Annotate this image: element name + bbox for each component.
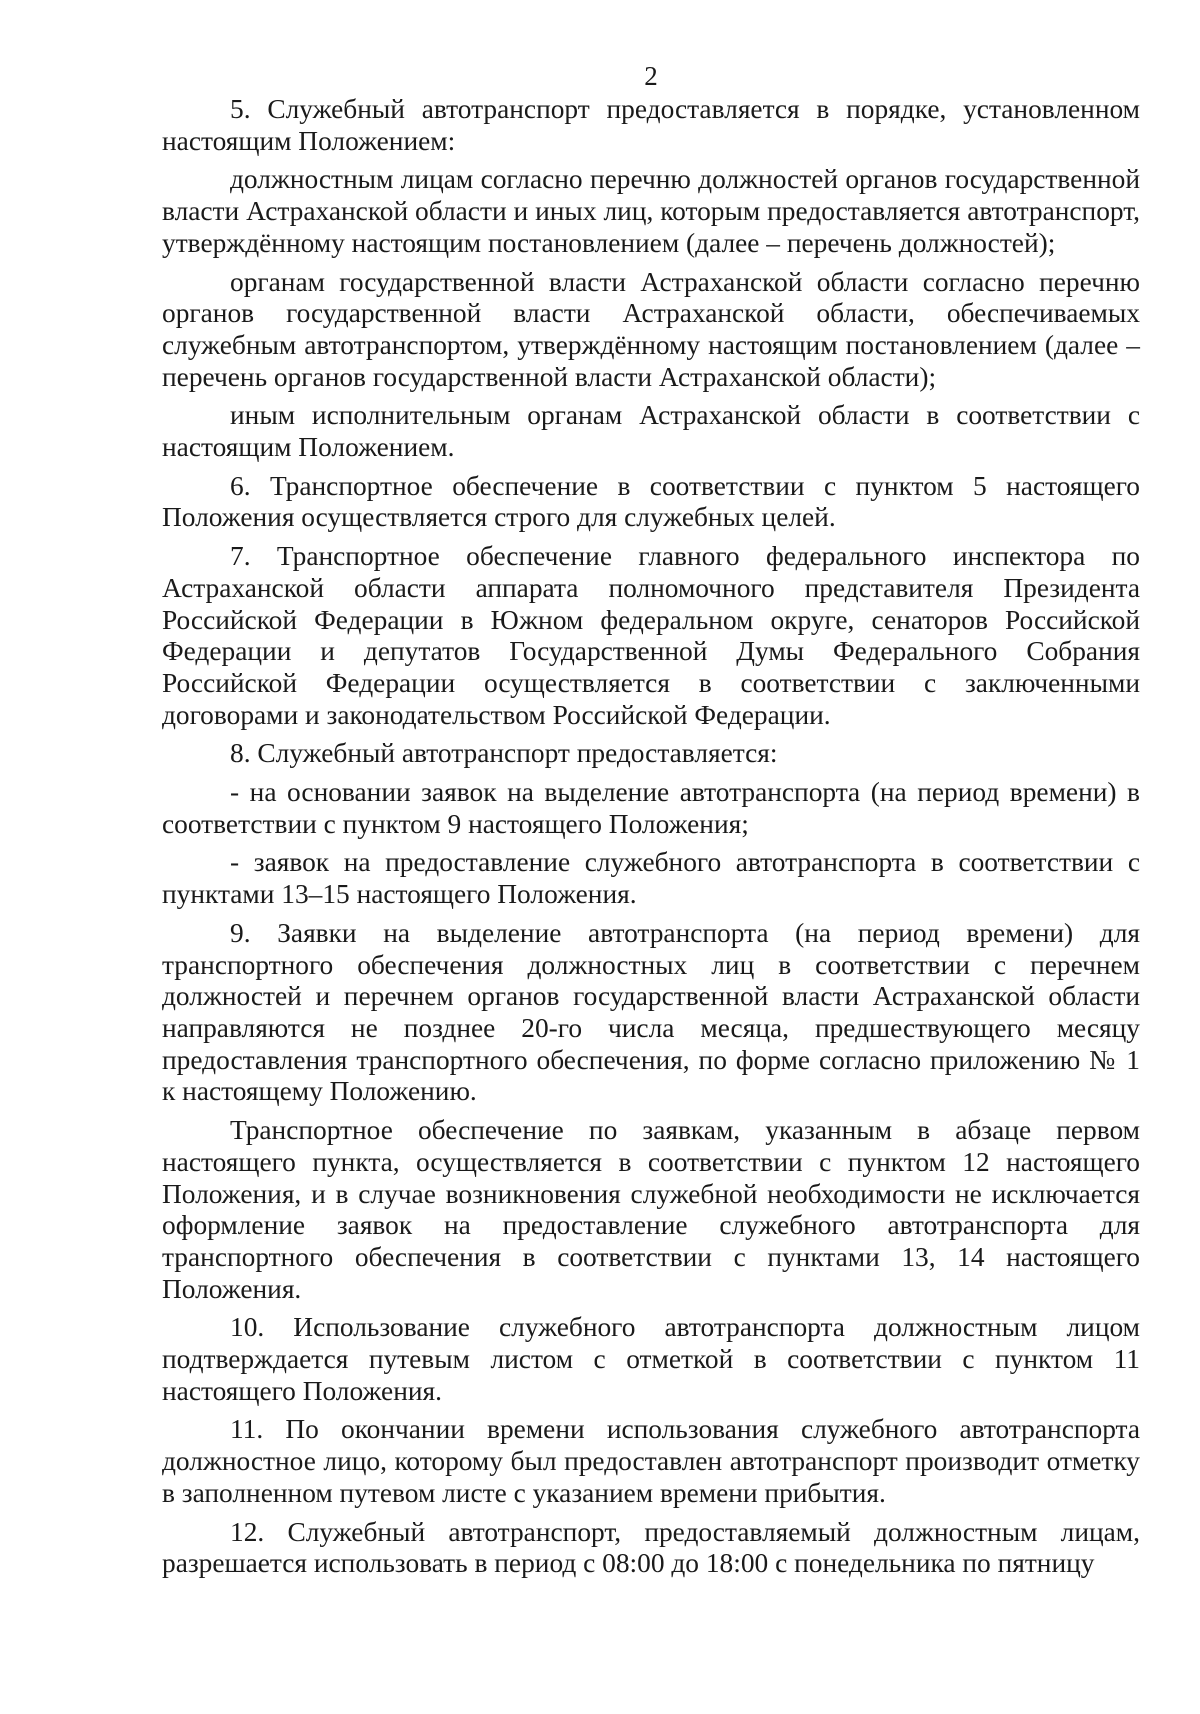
paragraph-7: 7. Транспортное обеспечение главного федерального инспектора по Астраханской области аппарата полномочного представителя Президента Российской Федерации в Южном федеральном округе, сенаторов Российской Федерации и депутатов Государственной Думы Федерального Собрания Российской Федерации осуществляется в соответствии с заключенными договорами и законодательством Российской Федерации. xyxy=(162,541,1140,730)
document-body xyxy=(162,94,1140,1580)
paragraph-5-executive-bodies: иным исполнительным органам Астраханской области в соответствии с настоящим Положением. xyxy=(162,400,1140,463)
page-number: 2 xyxy=(644,61,658,91)
paragraph-8-item-1: - на основании заявок на выделение автотранспорта (на период времени) в соответствии с пунктом 9 настоящего Положения; xyxy=(162,777,1140,839)
paragraph-8-intro: 8. Служебный автотранспорт предоставляется: xyxy=(230,738,778,769)
paragraph-9-second: Транспортное обеспечение по заявкам, указанным в абзаце первом настоящего пункта, осуществляется в соответствии с пунктом 12 настоящего Положения, и в случае возникновения служебной необходимости не исключается оформление заявок на предоставление служебного автотранспорта для транспортного обеспечения в соответствии с пунктами 13, 14 настоящего Положения. xyxy=(162,1115,1140,1304)
paragraph-9: 9. Заявки на выделение автотранспорта (на период времени) для транспортного обеспечения должностных лиц в соответствии с перечнем должностей и перечнем органов государственной власти Астраханской области направляются не позднее 20-го числа месяца, предшествующего месяцу предоставления транспортного обеспечения, по форме согласно приложению № 1 к настоящему Положению. xyxy=(162,917,1140,1107)
paragraph-5-authorities: органам государственной власти Астраханской области согласно перечню органов государственной власти Астраханской области, обеспечиваемых служебным автотранспортом, утверждённому настоящим постановлением (далее – перечень органов государственной власти Астраханской области); xyxy=(162,266,1140,392)
paragraph-10: 10. Использование служебного автотранспорта должностным лицом подтверждается путевым листом с отметкой в соответствии с пунктом 11 настоящего Положения. xyxy=(162,1312,1140,1406)
paragraph-5-intro: 5. Служебный автотранспорт предоставляется в порядке, установленном настоящим Положением: xyxy=(162,94,1140,156)
paragraph-11: 11. По окончании времени использования служебного автотранспорта должностное лицо, которому был предоставлен автотранспорт производит отметку в заполненном путевом листе с указанием времени прибытия. xyxy=(162,1414,1140,1508)
paragraph-12: 12. Служебный автотранспорт, предоставляемый должностным лицам, разрешается использовать в период с 08:00 до 18:00 с понедельника по пятницу xyxy=(162,1516,1140,1579)
paragraph-5-officials: должностным лицам согласно перечню должностей органов государственной власти Астраханской области и иных лиц, которым предоставляется автотранспорт, утверждённому настоящим постановлением (далее – перечень должностей); xyxy=(162,164,1140,258)
paragraph-8-item-2: - заявок на предоставление служебного автотранспорта в соответствии с пунктами 13–15 настоящего Положения. xyxy=(162,847,1140,910)
paragraph-6: 6. Транспортное обеспечение в соответствии с пунктом 5 настоящего Положения осуществляется строго для служебных целей. xyxy=(162,470,1140,533)
